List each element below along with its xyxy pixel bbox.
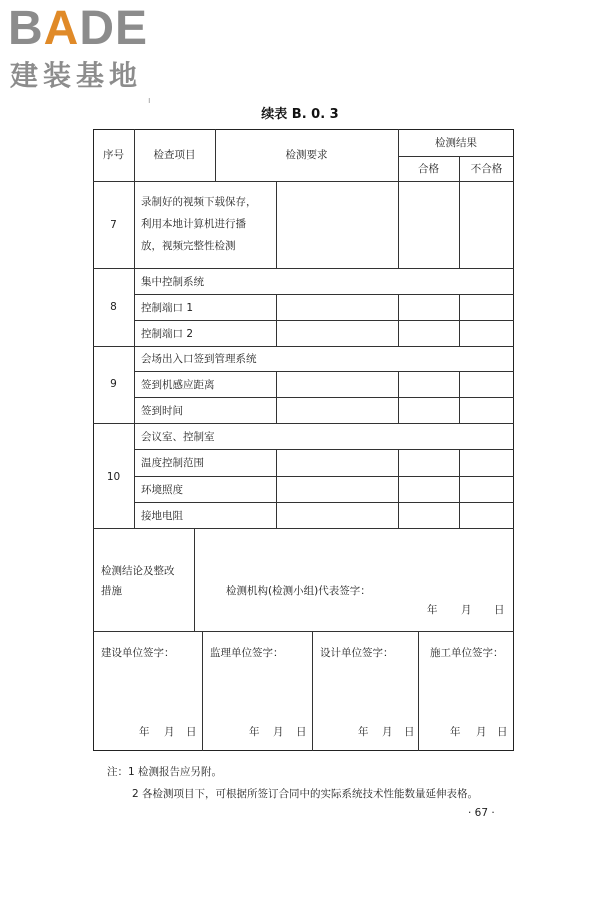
- rule: [459, 449, 460, 528]
- logo-letter-b: B: [8, 2, 44, 55]
- sign-date-month: 月: [476, 726, 487, 738]
- conclusion-signature: 检测机构(检测小组)代表签字：: [226, 585, 371, 597]
- header-no: 序号: [103, 149, 124, 161]
- header-result: 检测结果: [435, 137, 477, 149]
- rule: [134, 502, 514, 503]
- sign-date-day: 日: [497, 726, 508, 738]
- rule: [134, 449, 514, 450]
- row-7-line-1: 录制好的视频下载保存，: [141, 196, 257, 208]
- row-10-header: 会议室、控制室: [141, 431, 215, 443]
- sign-date-day: 日: [186, 726, 197, 738]
- header-pass: 合格: [418, 163, 439, 175]
- sign-design-unit: 设计单位签字：: [320, 647, 394, 659]
- rule: [202, 631, 203, 751]
- sign-date-year: 年: [139, 726, 150, 738]
- rule: [93, 631, 514, 632]
- rule: [398, 156, 514, 157]
- header-fail: 不合格: [470, 163, 503, 175]
- row-8-header: 集中控制系统: [141, 276, 204, 288]
- row-8-item-1: 控制端口 1: [141, 302, 194, 314]
- sign-date-year: 年: [358, 726, 369, 738]
- rule: [93, 423, 514, 424]
- rule: [134, 476, 514, 477]
- row-8-no: 8: [110, 301, 117, 313]
- logo-letters-de: DE: [79, 2, 149, 55]
- rule: [398, 294, 399, 346]
- conclusion-label-line-2: 措施: [101, 585, 122, 597]
- row-7-line-2: 利用本地计算机进行播: [141, 218, 246, 230]
- rule: [459, 371, 460, 423]
- rule: [418, 631, 419, 751]
- row-10-item-1: 温度控制范围: [141, 457, 204, 469]
- row-9-item-2: 签到时间: [141, 405, 183, 417]
- sign-date-month: 月: [382, 726, 393, 738]
- conclusion-day: 日: [494, 604, 505, 616]
- note-2: 2 各检测项目下，可根据所签订合同中的实际系统技术性能数量延伸表格。: [132, 788, 479, 800]
- sign-date-day: 日: [296, 726, 307, 738]
- logo-wordmark: [8, 2, 148, 56]
- rule: [134, 371, 514, 372]
- sign-date-month: 月: [164, 726, 175, 738]
- rule: [276, 371, 277, 423]
- rule: [276, 294, 277, 346]
- rule: [398, 371, 399, 423]
- header-item: 检查项目: [153, 149, 196, 161]
- row-10-item-3: 接地电阻: [141, 510, 183, 522]
- table-title: 续表 B. 0. 3: [261, 107, 339, 122]
- row-10-item-2: 环境照度: [141, 484, 183, 496]
- sign-date-day: 日: [404, 726, 415, 738]
- sign-date-year: 年: [450, 726, 461, 738]
- rule: [93, 268, 514, 269]
- rule: [312, 631, 313, 751]
- stray-mark: ı: [148, 96, 151, 106]
- rule: [276, 181, 277, 268]
- row-10-no: 10: [106, 471, 121, 483]
- sign-construction-unit: 建设单位签字：: [101, 647, 175, 659]
- rule: [93, 346, 514, 347]
- row-8-item-2: 控制端口 2: [141, 328, 194, 340]
- page-number: · 67 ·: [468, 807, 495, 819]
- rule: [93, 181, 514, 182]
- note-1: 注：1 检测报告应另附。: [107, 766, 223, 778]
- rule: [134, 294, 514, 295]
- rule: [459, 294, 460, 346]
- sign-date-year: 年: [249, 726, 260, 738]
- rule: [194, 528, 195, 631]
- rule: [134, 129, 135, 528]
- sign-supervision-unit: 监理单位签字：: [210, 647, 284, 659]
- row-9-header: 会场出入口签到管理系统: [141, 353, 257, 365]
- logo-chinese: 建装基地: [10, 59, 143, 92]
- sign-contractor-unit: 施工单位签字：: [430, 647, 504, 659]
- logo-letter-a: A: [43, 2, 80, 55]
- row-9-item-1: 签到机感应距离: [141, 379, 215, 391]
- rule: [134, 320, 514, 321]
- row-9-no: 9: [110, 378, 117, 390]
- conclusion-year: 年: [427, 604, 438, 616]
- rule: [93, 528, 514, 529]
- row-7-no: 7: [110, 219, 117, 231]
- row-7-line-3: 放，视频完整性检测: [141, 240, 236, 252]
- rule: [398, 449, 399, 528]
- conclusion-label-line-1: 检测结论及整改: [101, 565, 175, 577]
- rule: [276, 449, 277, 528]
- sign-date-month: 月: [273, 726, 284, 738]
- conclusion-month: 月: [461, 604, 472, 616]
- rule: [134, 397, 514, 398]
- header-requirement: 检测要求: [285, 149, 328, 161]
